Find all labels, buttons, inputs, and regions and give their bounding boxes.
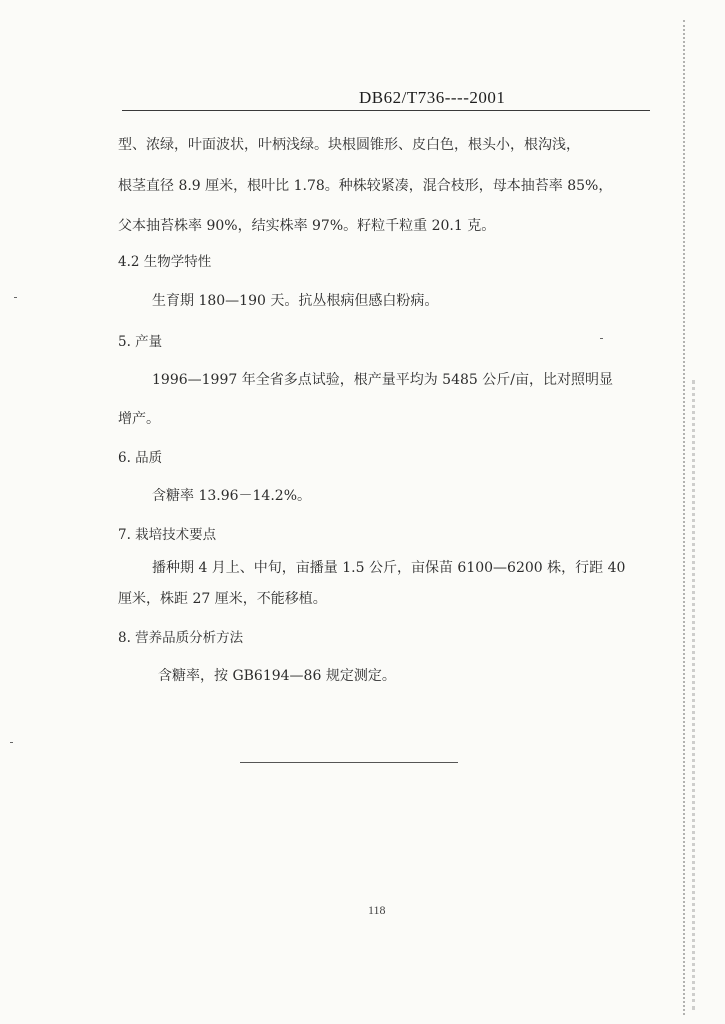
biology-text: 生育期 180—190 天。抗丛根病但感白粉病。 — [152, 293, 439, 309]
end-rule — [240, 762, 458, 763]
section-heading-biology: 4.2 生物学特性 — [118, 254, 212, 270]
standard-code: DB62/T736----2001 — [355, 88, 509, 108]
section-heading-cultivation: 7. 栽培技术要点 — [118, 527, 217, 543]
section-heading-yield: 5. 产量 — [118, 334, 163, 350]
header-rule — [122, 110, 650, 111]
body-line: 父本抽苔株率 90%，结实株率 97%。籽粒千粒重 20.1 克。 — [118, 218, 496, 234]
cultivation-text-line1: 播种期 4 月上、中旬，亩播量 1.5 公斤，亩保苗 6100—6200 株，行距 40 — [152, 560, 626, 576]
scan-speck — [14, 297, 17, 298]
body-line: 型、浓绿，叶面波状，叶柄浅绿。块根圆锥形、皮白色，根头小，根沟浅， — [118, 137, 580, 153]
cultivation-text-line2: 厘米，株距 27 厘米，不能移植。 — [118, 591, 327, 607]
scan-edge-noise — [684, 380, 695, 1010]
quality-text: 含糖率 13.96－14.2%。 — [152, 488, 312, 504]
scan-speck — [600, 338, 603, 339]
section-heading-analysis: 8. 营养品质分析方法 — [118, 630, 244, 646]
body-line: 根茎直径 8.9 厘米，根叶比 1.78。种株较紧凑，混合枝形，母本抽苔率 85%， — [118, 178, 613, 194]
yield-text-line1: 1996—1997 年全省多点试验，根产量平均为 5485 公斤/亩，比对照明显 — [152, 372, 613, 388]
scan-speck — [10, 742, 13, 743]
section-heading-quality: 6. 品质 — [118, 450, 163, 466]
page-number: 118 — [368, 903, 386, 917]
yield-text-line2: 增产。 — [118, 411, 160, 427]
analysis-text: 含糖率，按 GB6194—86 规定测定。 — [158, 668, 396, 684]
